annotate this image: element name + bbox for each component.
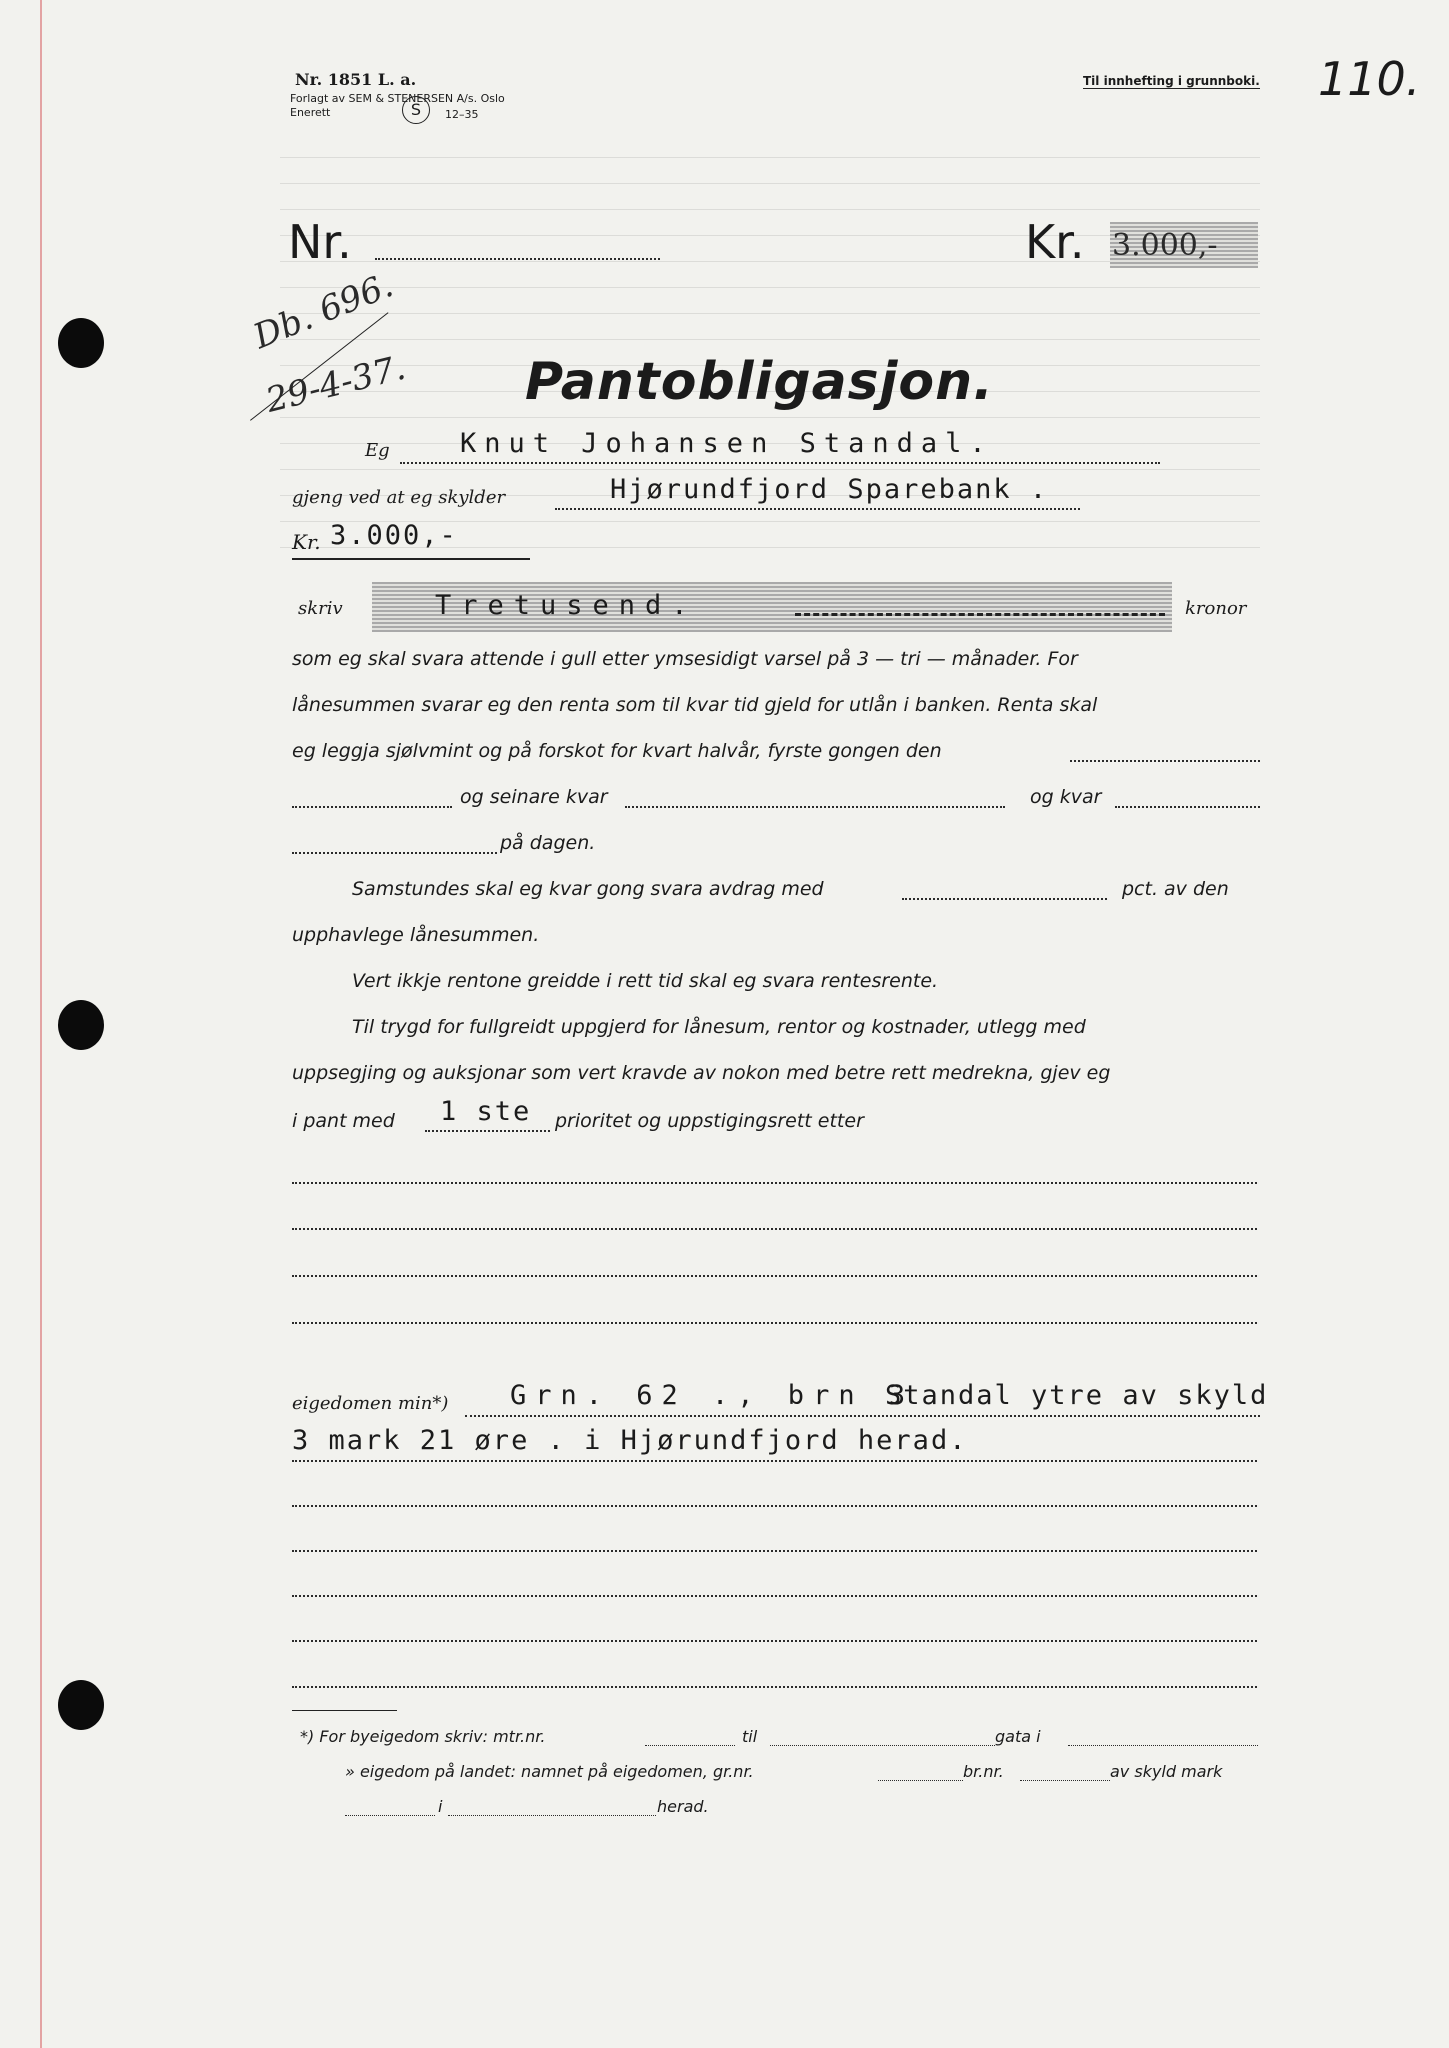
terms-line-7: upphavlege lånesummen. — [292, 924, 540, 946]
blank-dotted-line — [292, 1550, 1257, 1552]
publisher-date: 12–35 — [445, 108, 479, 121]
amount-underline — [292, 558, 530, 560]
footnote-line-1-start: *) For byeigedom skriv: mtr.nr. — [300, 1727, 546, 1746]
terms-line-1: som eg skal svara attende i gull etter ymsesidigt varsel på 3 — tri — månader. For — [292, 648, 1078, 670]
blank-dotted-line — [292, 1640, 1257, 1642]
amount-in-words: Tretusend. — [435, 590, 698, 621]
page-number: 110. — [1318, 52, 1421, 106]
terms-line-8: Vert ikkje rentone greidde i rett tid skal eg svara rentesrente. — [352, 970, 939, 992]
installment-dotted — [902, 898, 1107, 900]
terms-line-4-end: og kvar — [1030, 786, 1102, 808]
publisher-enerett: Enerett — [290, 106, 331, 119]
amount-value: 3.000,- — [330, 520, 458, 551]
footnote-dotted — [645, 1745, 735, 1746]
margin-line — [40, 0, 42, 2048]
top-kr-label: Kr. — [1025, 215, 1085, 269]
terms-line-2: lånesummen svarar eg den renta som til kvar tid gjeld for utlån i banken. Renta skal — [292, 694, 1098, 716]
grunnbok-note: Til innhefting i grunnboki. — [1083, 74, 1260, 88]
priority-dotted — [425, 1130, 550, 1132]
blank-dotted-line — [292, 1595, 1257, 1597]
terms-line-9: Til trygd for fullgreidt uppgjerd for lånesum, rentor og kostnader, utlegg med — [352, 1016, 1086, 1038]
terms-line-6-end: pct. av den — [1122, 878, 1229, 900]
amount-kr-label: Kr. — [292, 530, 321, 554]
property-label: eigedomen min*) — [292, 1393, 449, 1414]
top-kr-value: 3.000,- — [1112, 228, 1218, 263]
publisher-logo-icon: S — [402, 96, 430, 124]
terms-line-5: på dagen. — [500, 832, 596, 854]
property-dotted-2 — [292, 1460, 1257, 1462]
punch-hole — [58, 1000, 104, 1050]
footnote-separator — [292, 1710, 397, 1711]
nr-dotted-line — [375, 258, 660, 260]
date-dotted-1 — [292, 806, 452, 808]
document-title: Pantobligasjon. — [525, 352, 994, 412]
terms-line-6-start: Samstundes skal eg kvar gong svara avdrag med — [352, 878, 824, 900]
stamp-date: 29-4-37. — [262, 347, 410, 421]
blank-dotted-line — [292, 1275, 1257, 1277]
blank-dotted-line — [292, 1686, 1257, 1688]
property-id: Grn. 62 ., brn 3 — [510, 1380, 915, 1411]
day-dotted — [292, 852, 497, 854]
terms-line-10: uppsegjing og auksjonar som vert kravde av nokon med betre rett medrekna, gjev eg — [292, 1062, 1111, 1084]
nr-label: Nr. — [288, 215, 352, 269]
skylder-dotted-line — [555, 508, 1080, 510]
date-dotted-3 — [1115, 806, 1260, 808]
creditor-name: Hjørundfjord Sparebank . — [610, 474, 1049, 505]
footnote-dotted — [448, 1815, 656, 1816]
footnote-brnr: br.nr. — [963, 1762, 1004, 1781]
footnote-herad: herad. — [657, 1797, 709, 1816]
property-dotted-1 — [465, 1415, 1260, 1417]
debtor-name: Knut Johansen Standal. — [460, 428, 994, 459]
priority-value: 1 ste — [440, 1096, 532, 1127]
footnote-line-2-end: av skyld mark — [1110, 1762, 1223, 1781]
form-number: Nr. 1851 L. a. — [295, 70, 417, 89]
terms-line-11-end: prioritet og uppstigingsrett etter — [555, 1110, 864, 1132]
publisher-line: Forlagt av SEM & STENERSEN A/s. Oslo — [290, 92, 505, 105]
skylder-label: gjeng ved at eg skylder — [292, 487, 506, 508]
skriv-label: skriv — [298, 598, 343, 619]
property-assessment: 3 mark 21 øre . i Hjørundfjord herad. — [292, 1425, 968, 1456]
footnote-dotted — [1068, 1745, 1258, 1746]
footnote-dotted — [770, 1745, 995, 1746]
blank-dotted-line — [292, 1228, 1257, 1230]
date-dotted-2 — [625, 806, 1005, 808]
skriv-dash-fill — [795, 613, 1165, 616]
blank-dotted-line — [292, 1322, 1257, 1324]
footnote-i: i — [438, 1797, 443, 1816]
terms-line-3: eg leggja sjølvmint og på forskot for kvart halvår, fyrste gongen den — [292, 740, 942, 762]
footnote-line-2-start: » eigedom på landet: namnet på eigedomen, gr.nr. — [345, 1762, 754, 1781]
footnote-dotted — [878, 1780, 963, 1781]
kronor-label: kronor — [1185, 598, 1247, 619]
terms-line-11-start: i pant med — [292, 1110, 395, 1132]
property-name: Standal ytre av skyld — [885, 1380, 1269, 1411]
stamp-number: Db. 696. — [248, 265, 399, 358]
eg-label: Eg — [365, 440, 390, 461]
footnote-dotted — [345, 1815, 435, 1816]
eg-dotted-line — [400, 462, 1160, 464]
footnote-gata: gata i — [995, 1727, 1041, 1746]
terms-line-4-mid: og seinare kvar — [460, 786, 608, 808]
footnote-til: til — [742, 1727, 758, 1746]
blank-dotted-line — [292, 1505, 1257, 1507]
blank-dotted-line — [292, 1182, 1257, 1184]
first-date-dotted — [1070, 760, 1260, 762]
punch-hole — [58, 1680, 104, 1730]
punch-hole — [58, 318, 104, 368]
footnote-dotted — [1020, 1780, 1110, 1781]
